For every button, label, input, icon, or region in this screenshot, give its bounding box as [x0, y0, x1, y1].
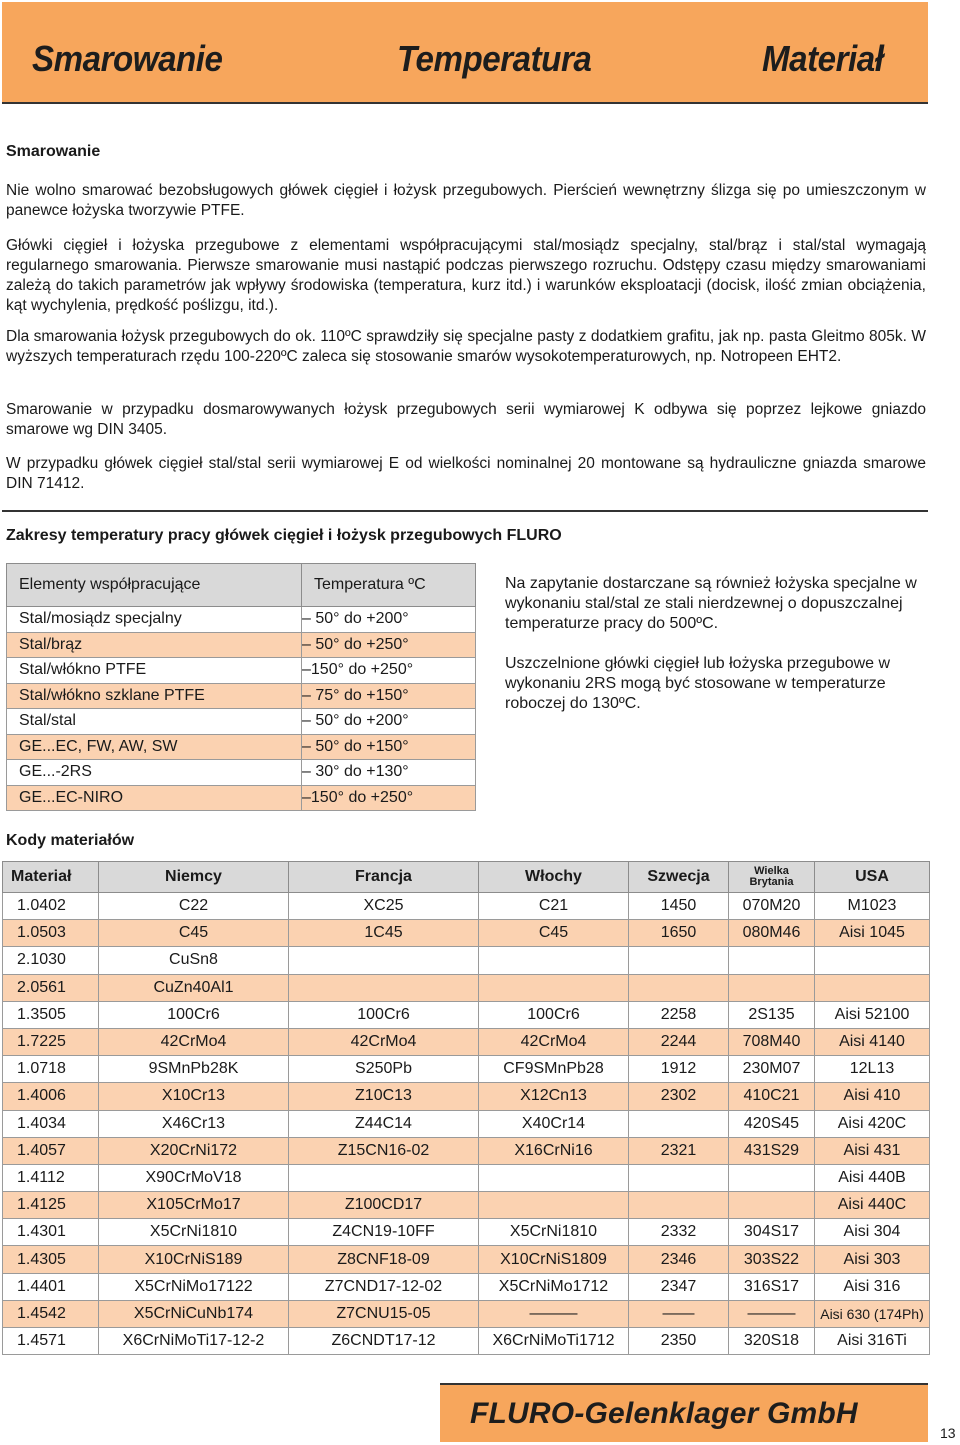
material-cell-material: 2.1030 [3, 947, 99, 974]
material-row [3, 1110, 930, 1137]
material-cell-germany: X6CrNiMoTi17-12-2 [99, 1328, 289, 1355]
material-cell-material: 1.4034 [3, 1110, 99, 1137]
material-cell-germany: X10Cr13 [99, 1083, 289, 1110]
material-cell-usa: Aisi 316 [815, 1273, 930, 1300]
material-cell-france [289, 947, 479, 974]
material-cell-germany: X46Cr13 [99, 1110, 289, 1137]
header-title-temperature: Temperatura [397, 38, 592, 79]
material-cell-usa: Aisi 304 [815, 1219, 930, 1246]
material-cell-material: 1.4006 [3, 1083, 99, 1110]
material-cell-uk: 316S17 [729, 1273, 815, 1300]
material-cell-usa: Aisi 440C [815, 1192, 930, 1219]
material-cell-usa: Aisi 4140 [815, 1028, 930, 1055]
material-cell-italy: C45 [479, 920, 629, 947]
material-cell-france [289, 974, 479, 1001]
temperature-element-cell: GE...-2RS [7, 760, 302, 786]
header-title-lubrication: Smarowanie [32, 38, 223, 79]
material-cell-uk: 708M40 [729, 1028, 815, 1055]
material-cell-germany: X5CrNiMo17122 [99, 1273, 289, 1300]
material-cell-usa: Aisi 316Ti [815, 1328, 930, 1355]
column-header-usa: USA [815, 862, 930, 893]
material-row [3, 1137, 930, 1164]
material-cell-uk [729, 1192, 815, 1219]
material-cell-uk: 320S18 [729, 1328, 815, 1355]
material-cell-italy: X10CrNiS1809 [479, 1246, 629, 1273]
material-cell-uk [729, 974, 815, 1001]
material-cell-usa: Aisi 410 [815, 1083, 930, 1110]
material-cell-material: 1.4305 [3, 1246, 99, 1273]
material-cell-sweden: 2244 [629, 1028, 729, 1055]
material-cell-germany: X10CrNiS189 [99, 1246, 289, 1273]
material-cell-sweden [629, 1192, 729, 1219]
material-cell-france [289, 1164, 479, 1191]
temperature-row [7, 632, 476, 658]
material-cell-france: Z4CN19-10FF [289, 1219, 479, 1246]
material-cell-france: Z100CD17 [289, 1192, 479, 1219]
material-cell-italy [479, 947, 629, 974]
material-cell-uk [729, 1164, 815, 1191]
material-cell-france: XC25 [289, 893, 479, 920]
column-header-uk-line-2: Brytania [749, 876, 794, 888]
lubrication-paragraph-5: W przypadku główek cięgieł stal/stal serii wymiarowej E od wielkości nominalnej 20 montowane są hydrauliczne gniazda smarowe DIN 71412. [6, 455, 926, 492]
material-cell-sweden: 2302 [629, 1083, 729, 1110]
material-cell-uk: 230M07 [729, 1056, 815, 1083]
material-cell-material: 1.4571 [3, 1328, 99, 1355]
material-cell-uk [729, 947, 815, 974]
material-cell-france: Z7CND17-12-02 [289, 1273, 479, 1300]
material-cell-sweden [629, 974, 729, 1001]
material-cell-france: 100Cr6 [289, 1001, 479, 1028]
material-cell-germany: X105CrMo17 [99, 1192, 289, 1219]
material-cell-usa [815, 974, 930, 1001]
material-cell-france: Z15CN16-02 [289, 1137, 479, 1164]
material-cell-sweden: 1650 [629, 920, 729, 947]
temperature-row [7, 734, 476, 760]
materials-heading: Kody materiałów [6, 832, 135, 849]
footer-band [440, 1383, 928, 1442]
material-row [3, 947, 930, 974]
material-cell-france: 1C45 [289, 920, 479, 947]
temperature-element-cell: Stal/brąz [7, 632, 302, 658]
temperature-element-cell: Stal/stal [7, 709, 302, 735]
material-row [3, 1246, 930, 1273]
materials-table [2, 861, 930, 1355]
temperature-range-cell: – 50° do +250° [302, 632, 476, 658]
material-cell-material: 1.0718 [3, 1056, 99, 1083]
material-cell-usa: Aisi 420C [815, 1110, 930, 1137]
material-cell-uk: 303S22 [729, 1246, 815, 1273]
material-cell-italy: ——— [479, 1300, 629, 1327]
temperature-row [7, 658, 476, 684]
material-cell-sweden [629, 1164, 729, 1191]
material-cell-france: Z8CNF18-09 [289, 1246, 479, 1273]
material-cell-usa: Aisi 52100 [815, 1001, 930, 1028]
page-number: 13 [940, 1425, 956, 1441]
material-row [3, 974, 930, 1001]
material-cell-material: 1.3505 [3, 1001, 99, 1028]
material-cell-uk: 431S29 [729, 1137, 815, 1164]
material-cell-france: Z6CNDT17-12 [289, 1328, 479, 1355]
material-cell-material: 1.0503 [3, 920, 99, 947]
temperature-row [7, 785, 476, 811]
column-header-uk [729, 862, 815, 893]
material-cell-material: 1.4301 [3, 1219, 99, 1246]
material-row [3, 1273, 930, 1300]
material-cell-sweden: 2258 [629, 1001, 729, 1028]
material-cell-usa: 12L13 [815, 1056, 930, 1083]
material-cell-france: Z7CNU15-05 [289, 1300, 479, 1327]
material-row [3, 1192, 930, 1219]
material-cell-uk: 080M46 [729, 920, 815, 947]
temperature-range-cell: – 50° do +200° [302, 607, 476, 633]
lubrication-paragraph-4: Smarowanie w przypadku dosmarowywanych łożysk przegubowych serii wymiarowej K odbywa się poprzez lejkowe gniazdo smarowe wg DIN 3405. [6, 401, 926, 438]
lubrication-paragraph-3: Dla smarowania łożysk przegubowych do ok. 110ºC sprawdziły się specjalne pasty z dodatkiem grafitu, jak np. pasta Gleitmo 805k. W wyższych temperaturach rzędu 100-220ºC zaleca się stosowanie smarów wysokotemperaturowych, np. Notropeen EHT2. [6, 328, 926, 365]
temperature-element-cell: Stal/włókno szklane PTFE [7, 683, 302, 709]
column-header-france: Francja [289, 862, 479, 893]
material-cell-usa: Aisi 630 (174Ph) [815, 1300, 930, 1327]
column-header-elements: Elementy współpracujące [7, 564, 302, 607]
material-cell-italy: 100Cr6 [479, 1001, 629, 1028]
material-cell-sweden: 2346 [629, 1246, 729, 1273]
temperature-heading: Zakresy temperatury pracy główek cięgieł i łożysk przegubowych FLURO [6, 527, 562, 544]
temperature-element-cell: GE...EC, FW, AW, SW [7, 734, 302, 760]
material-row [3, 1028, 930, 1055]
material-cell-italy: X12Cn13 [479, 1083, 629, 1110]
material-cell-usa: Aisi 431 [815, 1137, 930, 1164]
note-sealed-bearings: Uszczelnione główki cięgieł lub łożyska przegubowe w wykonaniu 2RS mogą być stosowane w temperaturze roboczej do 130ºC. [505, 655, 891, 712]
column-header-italy: Włochy [479, 862, 629, 893]
material-cell-material: 1.4057 [3, 1137, 99, 1164]
temperature-range-cell: – 50° do +150° [302, 734, 476, 760]
material-cell-material: 2.0561 [3, 974, 99, 1001]
material-cell-usa: Aisi 440B [815, 1164, 930, 1191]
material-cell-france: 42CrMo4 [289, 1028, 479, 1055]
lubrication-paragraph-2: Główki cięgieł i łożyska przegubowe z elementami współpracującymi stal/mosiądz specjalny, stal/brąz i stal/stal wymagają regularnego smarowania. Pierwsze smarowanie musi nastąpić podczas pierwszego rozruchu. Odstępy czasu między smarowaniami zależą do takich parametrów jak wpływy środowiska (temperatura, kurz itd.) i warunków eksploatacji (docisk, ilość zmian obciążenia, kąt wychylenia, prędkość poślizgu, itd.). [6, 237, 926, 314]
material-row [3, 1219, 930, 1246]
temperature-range-cell: – 50° do +200° [302, 709, 476, 735]
material-cell-france: Z44C14 [289, 1110, 479, 1137]
material-cell-material: 1.4125 [3, 1192, 99, 1219]
material-cell-uk: ——— [729, 1300, 815, 1327]
material-cell-france: Z10C13 [289, 1083, 479, 1110]
temperature-table [6, 563, 476, 811]
material-cell-germany: 100Cr6 [99, 1001, 289, 1028]
header-band [2, 2, 928, 104]
material-cell-italy: X5CrNiMo1712 [479, 1273, 629, 1300]
material-cell-germany: C22 [99, 893, 289, 920]
material-cell-italy: X6CrNiMoTi1712 [479, 1328, 629, 1355]
material-row [3, 1056, 930, 1083]
material-cell-germany: CuZn40Al1 [99, 974, 289, 1001]
material-cell-usa: Aisi 1045 [815, 920, 930, 947]
temperature-range-cell: –150° do +250° [302, 785, 476, 811]
material-cell-sweden [629, 947, 729, 974]
material-cell-germany: X5CrNiCuNb174 [99, 1300, 289, 1327]
material-cell-sweden: 1912 [629, 1056, 729, 1083]
material-cell-germany: X5CrNi1810 [99, 1219, 289, 1246]
temperature-element-cell: GE...EC-NIRO [7, 785, 302, 811]
material-cell-material: 1.0402 [3, 893, 99, 920]
material-cell-sweden: 1450 [629, 893, 729, 920]
divider [2, 510, 928, 512]
column-header-temperature: Temperatura ºC [302, 564, 476, 607]
material-cell-uk: 070M20 [729, 893, 815, 920]
temperature-range-cell: – 75° do +150° [302, 683, 476, 709]
company-name: FLURO-Gelenklager GmbH [470, 1397, 858, 1430]
material-cell-germany: X20CrNi172 [99, 1137, 289, 1164]
material-row [3, 1328, 930, 1355]
material-cell-germany: C45 [99, 920, 289, 947]
material-cell-germany: X90CrMoV18 [99, 1164, 289, 1191]
temperature-range-cell: – 30° do +130° [302, 760, 476, 786]
material-cell-italy: X40Cr14 [479, 1110, 629, 1137]
material-row [3, 1164, 930, 1191]
temperature-element-cell: Stal/mosiądz specjalny [7, 607, 302, 633]
column-header-germany: Niemcy [99, 862, 289, 893]
temperature-row [7, 760, 476, 786]
temperature-row [7, 607, 476, 633]
material-row [3, 893, 930, 920]
column-header-uk-line-1: Wielka [754, 865, 789, 877]
material-cell-germany: 42CrMo4 [99, 1028, 289, 1055]
material-cell-usa: M1023 [815, 893, 930, 920]
temperature-element-cell: Stal/włókno PTFE [7, 658, 302, 684]
material-cell-italy: CF9SMnPb28 [479, 1056, 629, 1083]
material-cell-sweden: 2332 [629, 1219, 729, 1246]
temperature-range-cell: –150° do +250° [302, 658, 476, 684]
column-header-material: Materiał [3, 862, 99, 893]
material-cell-italy: X16CrNi16 [479, 1137, 629, 1164]
material-cell-material: 1.4401 [3, 1273, 99, 1300]
material-cell-italy [479, 974, 629, 1001]
material-cell-italy: X5CrNi1810 [479, 1219, 629, 1246]
material-cell-sweden: 2347 [629, 1273, 729, 1300]
material-cell-uk: 2S135 [729, 1001, 815, 1028]
material-cell-uk: 420S45 [729, 1110, 815, 1137]
material-cell-sweden [629, 1110, 729, 1137]
material-row [3, 1300, 930, 1327]
note-stainless-bearings: Na zapytanie dostarczane są również łożyska specjalne w wykonaniu stal/stal ze stali nierdzewnej o dopuszczalnej temperaturze pracy do 500ºC. [505, 575, 917, 632]
lubrication-paragraph-1: Nie wolno smarować bezobsługowych główek cięgieł i łożysk przegubowych. Pierścień wewnętrzny ślizga się po umieszczonym w panewce łożyska tworzywie PTFE. [6, 182, 926, 219]
material-cell-uk: 410C21 [729, 1083, 815, 1110]
material-cell-usa: Aisi 303 [815, 1246, 930, 1273]
header-title-material: Materiał [762, 38, 884, 79]
material-cell-italy [479, 1192, 629, 1219]
material-cell-italy: 42CrMo4 [479, 1028, 629, 1055]
material-row [3, 1083, 930, 1110]
material-cell-uk: 304S17 [729, 1219, 815, 1246]
material-cell-sweden: 2321 [629, 1137, 729, 1164]
temperature-row [7, 683, 476, 709]
material-cell-italy: C21 [479, 893, 629, 920]
column-header-sweden: Szwecja [629, 862, 729, 893]
material-cell-material: 1.4542 [3, 1300, 99, 1327]
temperature-row [7, 709, 476, 735]
material-row [3, 920, 930, 947]
material-cell-italy [479, 1164, 629, 1191]
material-cell-germany: 9SMnPb28K [99, 1056, 289, 1083]
material-cell-material: 1.4112 [3, 1164, 99, 1191]
material-cell-sweden: —— [629, 1300, 729, 1327]
material-row [3, 1001, 930, 1028]
material-cell-usa [815, 947, 930, 974]
material-cell-material: 1.7225 [3, 1028, 99, 1055]
material-cell-france: S250Pb [289, 1056, 479, 1083]
lubrication-heading: Smarowanie [6, 143, 101, 160]
material-cell-sweden: 2350 [629, 1328, 729, 1355]
material-cell-germany: CuSn8 [99, 947, 289, 974]
